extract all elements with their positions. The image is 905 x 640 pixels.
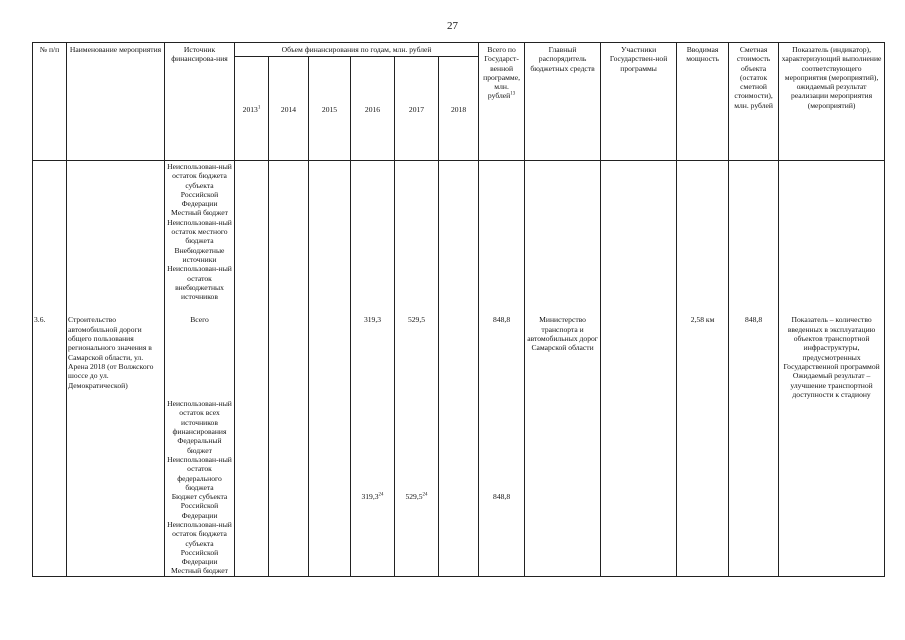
row-y2017: 529,5 (395, 301, 439, 399)
row-num (33, 246, 67, 265)
row-source: Местный бюджет (165, 208, 235, 217)
row-manager (525, 246, 601, 265)
row-participants (601, 161, 677, 209)
row-y2017 (395, 246, 439, 265)
row-y2013 (235, 455, 269, 492)
row-y2018 (439, 399, 479, 436)
row-y2014 (269, 566, 309, 576)
row-y2017 (395, 161, 439, 209)
row-source: Неиспользован-ный остаток местного бюджета (165, 218, 235, 246)
row-y2013 (235, 301, 269, 399)
row-y2013 (235, 492, 269, 520)
row-cost (729, 161, 779, 209)
row-participants (601, 520, 677, 566)
table-row (33, 566, 885, 576)
row-manager (525, 566, 601, 576)
row-cost (729, 455, 779, 492)
row-capacity (677, 520, 729, 566)
row-y2017 (395, 218, 439, 246)
row-y2017 (395, 436, 439, 455)
row-y2017 (395, 455, 439, 492)
header-manager: Главный распорядитель бюджетных средств (525, 43, 601, 161)
row-y2013 (235, 264, 269, 301)
row-num (33, 264, 67, 301)
row-y2014 (269, 208, 309, 217)
table-row (33, 161, 885, 209)
row-y2013 (235, 161, 269, 209)
header-capacity: Вводимая мощность (677, 43, 729, 161)
row-capacity (677, 246, 729, 265)
row-cost (729, 208, 779, 217)
row-manager (525, 161, 601, 209)
row-y2015 (309, 436, 351, 455)
row-y2014 (269, 301, 309, 399)
row-capacity (677, 399, 729, 436)
row-cost (729, 436, 779, 455)
row-y2015 (309, 264, 351, 301)
row-cost (729, 566, 779, 576)
header-participants: Участники Государствен-ной программы (601, 43, 677, 161)
row-y2014 (269, 161, 309, 209)
row-participants (601, 208, 677, 217)
row-y2015 (309, 246, 351, 265)
row-capacity (677, 566, 729, 576)
row-total (479, 436, 525, 455)
row-y2015 (309, 455, 351, 492)
row-capacity: 2,58 км (677, 301, 729, 399)
row-cost (729, 492, 779, 520)
row-source: Федеральный бюджет (165, 436, 235, 455)
row-name (67, 218, 165, 246)
row-y2017 (395, 208, 439, 217)
row-participants (601, 566, 677, 576)
row-manager (525, 492, 601, 520)
header-year-2016: 2016 (351, 57, 395, 161)
row-participants (601, 455, 677, 492)
row-y2015 (309, 399, 351, 436)
row-total (479, 455, 525, 492)
row-participants (601, 399, 677, 436)
row-y2013 (235, 566, 269, 576)
page-number: 27 (447, 20, 458, 32)
row-name (67, 492, 165, 520)
row-source: Неиспользован-ный остаток федерального бюджета (165, 455, 235, 492)
row-y2018 (439, 455, 479, 492)
row-manager (525, 436, 601, 455)
row-y2016 (351, 161, 395, 209)
row-y2017 (395, 264, 439, 301)
row-total (479, 208, 525, 217)
row-cost (729, 399, 779, 436)
row-total: 848,8 (479, 301, 525, 399)
row-y2016 (351, 455, 395, 492)
row-total (479, 264, 525, 301)
row-y2018 (439, 246, 479, 265)
row-y2014 (269, 520, 309, 566)
header-total: Всего по Государст-венной программе, млн. рублей$^{13}$ (479, 43, 525, 161)
table-header (33, 43, 885, 161)
table-row (33, 208, 885, 217)
row-total (479, 246, 525, 265)
row-y2015 (309, 492, 351, 520)
header-name: Наименование мероприятия (67, 43, 165, 161)
row-indicator (779, 161, 885, 209)
row-source: Неиспользован-ный остаток внебюджетных источников (165, 264, 235, 301)
table-row (33, 492, 885, 520)
row-num (33, 492, 67, 520)
header-total-sup: 13 (510, 91, 516, 97)
row-y2015 (309, 520, 351, 566)
row-indicator (779, 436, 885, 455)
row-name: Строительство автомобильной дороги общего пользования регионального значения в Самарской области, ул. Арена 2018 (от Волжского шоссе до ул. Демократической) (67, 301, 165, 399)
row-indicator (779, 492, 885, 520)
row-cost (729, 218, 779, 246)
row-y2015 (309, 566, 351, 576)
row-y2017 (395, 520, 439, 566)
row-participants (601, 264, 677, 301)
header-year-2017: 2017 (395, 57, 439, 161)
header-indicator: Показатель (индикатор), характеризующий выполнение соответствующего мероприятия (мероприятий), ожидаемый результат реализации мероприятия (мероприятий) (779, 43, 885, 161)
row-indicator (779, 208, 885, 217)
row-y2013 (235, 436, 269, 455)
row-indicator: Показатель – количество введенных в эксплуатацию объектов транспортной инфраструктуры, предусмотренных Государственной программой Ожидаемый результат – улучшение транспортной доступности к стадиону (779, 301, 885, 399)
row-name (67, 399, 165, 436)
row-y2014 (269, 455, 309, 492)
row-participants (601, 436, 677, 455)
row-total (479, 161, 525, 209)
row-source: Всего (165, 301, 235, 399)
row-participants (601, 492, 677, 520)
row-capacity (677, 161, 729, 209)
row-indicator (779, 218, 885, 246)
row-manager (525, 455, 601, 492)
row-participants (601, 218, 677, 246)
row-y2015 (309, 301, 351, 399)
row-source: Неиспользован-ный остаток бюджета субъекта Российской Федерации (165, 520, 235, 566)
row-indicator (779, 520, 885, 566)
row-manager (525, 520, 601, 566)
row-y2013 (235, 520, 269, 566)
row-y2018 (439, 520, 479, 566)
row-y2014 (269, 492, 309, 520)
row-source: Внебюджетные источники (165, 246, 235, 265)
row-num (33, 218, 67, 246)
row-name (67, 436, 165, 455)
table-body (33, 161, 885, 577)
row-source: Неиспользован-ный остаток бюджета субъекта Российской Федерации (165, 161, 235, 209)
row-total (479, 566, 525, 576)
row-y2013 (235, 208, 269, 217)
row-cost (729, 264, 779, 301)
row-capacity (677, 436, 729, 455)
row-y2014 (269, 399, 309, 436)
table-row (33, 218, 885, 246)
header-num: № п/п (33, 43, 67, 161)
row-y2018 (439, 264, 479, 301)
row-manager (525, 399, 601, 436)
row-y2013 (235, 218, 269, 246)
row-y2015 (309, 161, 351, 209)
header-volume: Объем финансирования по годам, млн. рублей (235, 43, 479, 57)
row-y2015 (309, 208, 351, 217)
header-cost: Сметная стоимость объекта (остаток сметной стоимости), млн. рублей (729, 43, 779, 161)
row-participants (601, 301, 677, 399)
header-year-2013: 2013$^1$ (235, 57, 269, 161)
row-y2016 (351, 218, 395, 246)
row-y2014 (269, 218, 309, 246)
row-indicator (779, 566, 885, 576)
row-y2018 (439, 208, 479, 217)
row-y2016: 319,3$^{24}$ (351, 492, 395, 520)
row-y2014 (269, 264, 309, 301)
row-capacity (677, 208, 729, 217)
row-y2018 (439, 566, 479, 576)
row-y2018 (439, 492, 479, 520)
table-row (33, 246, 885, 265)
row-cost: 848,8 (729, 301, 779, 399)
row-y2017 (395, 399, 439, 436)
row-total (479, 218, 525, 246)
row-name (67, 566, 165, 576)
table-row (33, 520, 885, 566)
row-y2016 (351, 246, 395, 265)
row-y2016 (351, 208, 395, 217)
row-y2016 (351, 399, 395, 436)
row-name (67, 161, 165, 209)
row-total (479, 520, 525, 566)
row-y2018 (439, 301, 479, 399)
row-manager (525, 264, 601, 301)
row-total (479, 399, 525, 436)
row-source: Местный бюджет (165, 566, 235, 576)
row-source: Бюджет субъекта Российской Федерации (165, 492, 235, 520)
row-name (67, 264, 165, 301)
row-name (67, 455, 165, 492)
row-num (33, 455, 67, 492)
row-y2016: 319,3 (351, 301, 395, 399)
table-row (33, 455, 885, 492)
row-num (33, 520, 67, 566)
row-manager: Министерство транспорта и автомобильных дорог Самарской области (525, 301, 601, 399)
row-name (67, 208, 165, 217)
row-capacity (677, 492, 729, 520)
row-capacity (677, 218, 729, 246)
row-participants (601, 246, 677, 265)
row-y2013 (235, 399, 269, 436)
row-cost (729, 520, 779, 566)
table-row (33, 264, 885, 301)
row-source: Неиспользован-ный остаток всех источников финансирования (165, 399, 235, 436)
table-row (33, 301, 885, 399)
row-num (33, 161, 67, 209)
row-y2016 (351, 566, 395, 576)
row-manager (525, 218, 601, 246)
row-indicator (779, 246, 885, 265)
row-indicator (779, 264, 885, 301)
row-name (67, 246, 165, 265)
row-capacity (677, 455, 729, 492)
header-year-2018: 2018 (439, 57, 479, 161)
row-y2018 (439, 436, 479, 455)
row-indicator (779, 455, 885, 492)
row-y2016 (351, 520, 395, 566)
header-year-2015: 2015 (309, 57, 351, 161)
row-manager (525, 208, 601, 217)
row-total: 848,8 (479, 492, 525, 520)
row-y2014 (269, 246, 309, 265)
table-row (33, 436, 885, 455)
row-y2017: 529,5$^{24}$ (395, 492, 439, 520)
financing-table (32, 42, 885, 577)
row-y2014 (269, 436, 309, 455)
row-num: 3.6. (33, 301, 67, 399)
table-row (33, 399, 885, 436)
row-num (33, 399, 67, 436)
header-year-2014: 2014 (269, 57, 309, 161)
header-source: Источник финансирова-ния (165, 43, 235, 161)
row-num (33, 566, 67, 576)
row-y2013 (235, 246, 269, 265)
row-y2016 (351, 436, 395, 455)
row-indicator (779, 399, 885, 436)
row-y2018 (439, 218, 479, 246)
row-num (33, 208, 67, 217)
row-cost (729, 246, 779, 265)
row-y2015 (309, 218, 351, 246)
row-name (67, 520, 165, 566)
row-y2016 (351, 264, 395, 301)
row-y2017 (395, 566, 439, 576)
row-y2018 (439, 161, 479, 209)
row-num (33, 436, 67, 455)
row-capacity (677, 264, 729, 301)
